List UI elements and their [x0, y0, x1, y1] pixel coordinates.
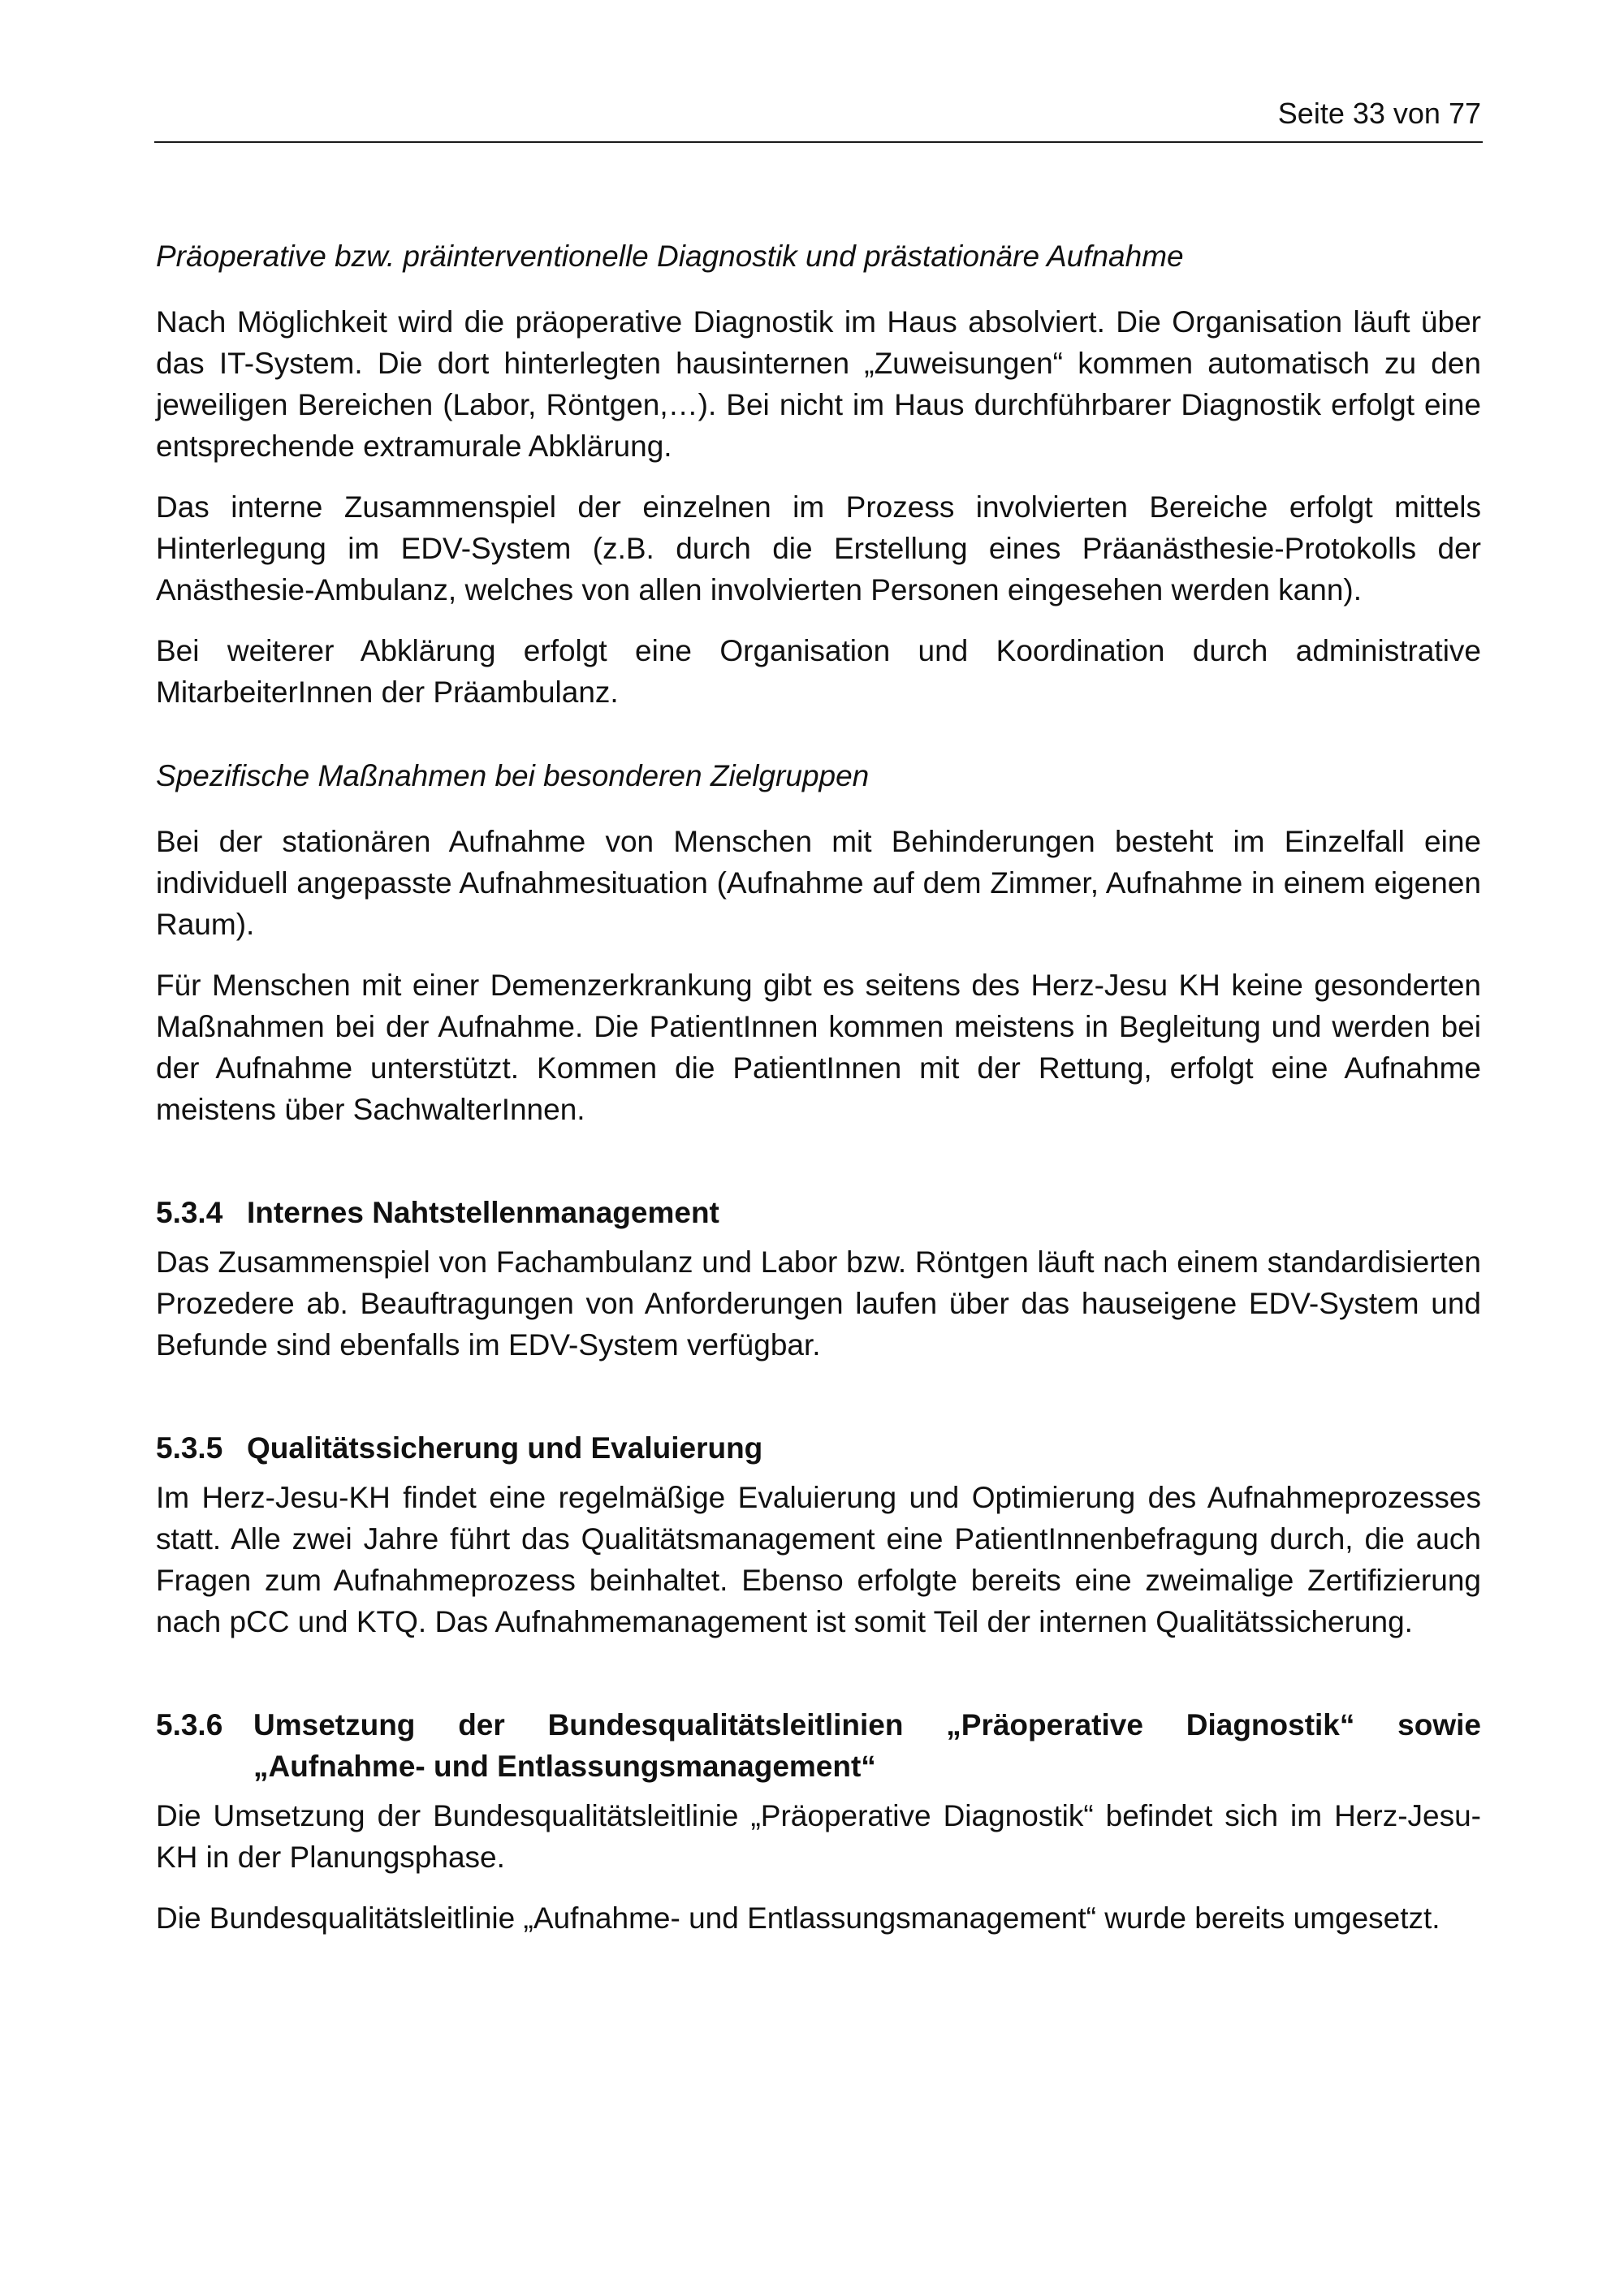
paragraph: Für Menschen mit einer Demenzerkrankung gibt es seitens des Herz-Jesu KH keine gesonderten Maßnahmen bei der Aufnahme. Die PatientInnen kommen meistens in Begleitung und werden bei der Aufnahme unterstützt. Kommen die PatientInnen mit der Rettung, erfolgt eine Aufnahme meistens über SachwalterInnen.	[156, 969, 1481, 1126]
section-title: Umsetzung der Bundesqualitätsleitlinien „Präoperative Diagnostik“ sowie „Aufnahme- und Entlassungsmanagement“	[253, 1708, 1481, 1783]
paragraph: Im Herz-Jesu-KH findet eine regelmäßige Evaluierung und Optimierung des Aufnahmeprozesses statt. Alle zwei Jahre führt das Qualitätsmanagement eine PatientInnenbefragung durch, die auch Fragen zum Aufnahmeprozess beinhaltet. Ebenso erfolgte bereits eine zweimalige Zertifizierung nach pCC und KTQ. Das Aufnahmemanagement ist somit Teil der internen Qualitätssicherung.	[156, 1481, 1481, 1638]
page-header	[154, 91, 1483, 143]
section-number: 5.3.5	[156, 1431, 223, 1465]
paragraph: Die Umsetzung der Bundesqualitätsleitlinie „Präoperative Diagnostik“ befindet sich im Herz-Jesu-KH in der Planungsphase.	[156, 1799, 1481, 1874]
section-heading-5-3-6	[156, 1704, 1481, 1787]
section-number: 5.3.6	[156, 1708, 223, 1741]
subheading-praeoperative-diagnostik: Präoperative bzw. präinterventionelle Diagnostik und prästationäre Aufnahme	[156, 240, 1184, 273]
paragraph: Das Zusammenspiel von Fachambulanz und Labor bzw. Röntgen läuft nach einem standardisierten Prozedere ab. Beauftragungen von Anforderungen laufen über das hauseigene EDV-System und Befunde sind ebenfalls im EDV-System verfügbar.	[156, 1245, 1481, 1362]
page-number: Seite 33 von 77	[1277, 97, 1481, 130]
page-content	[156, 235, 1481, 1958]
section-number: 5.3.4	[156, 1196, 223, 1229]
section-title: Internes Nahtstellenmanagement	[247, 1196, 719, 1229]
subheading-spezifische-massnahmen: Spezifische Maßnahmen bei besonderen Zielgruppen	[156, 759, 870, 792]
paragraph: Das interne Zusammenspiel der einzelnen im Prozess involvierten Bereiche erfolgt mittels Hinterlegung im EDV-System (z.B. durch die Erstellung eines Präanästhesie-Protokolls der Anästhesie-Ambulanz, welches von allen involvierten Personen eingesehen werden kann).	[156, 490, 1481, 606]
paragraph: Bei der stationären Aufnahme von Menschen mit Behinderungen besteht im Einzelfall eine individuell angepasste Aufnahmesituation (Aufnahme auf dem Zimmer, Aufnahme in einem eigenen Raum).	[156, 825, 1481, 941]
paragraph: Bei weiterer Abklärung erfolgt eine Organisation und Koordination durch administrative MitarbeiterInnen der Präambulanz.	[156, 634, 1481, 709]
paragraph: Die Bundesqualitätsleitlinie „Aufnahme- und Entlassungsmanagement“ wurde bereits umgesetzt.	[156, 1901, 1440, 1935]
paragraph: Nach Möglichkeit wird die präoperative Diagnostik im Haus absolviert. Die Organisation läuft über das IT-System. Die dort hinterlegten hausinternen „Zuweisungen“ kommen automatisch zu den jeweiligen Bereichen (Labor, Röntgen,…). Bei nicht im Haus durchführbarer Diagnostik erfolgt eine entsprechende extramurale Abklärung.	[156, 305, 1481, 463]
section-heading-5-3-5	[156, 1427, 1481, 1469]
section-title: Qualitätssicherung und Evaluierung	[247, 1431, 763, 1465]
section-heading-5-3-4	[156, 1192, 1481, 1233]
